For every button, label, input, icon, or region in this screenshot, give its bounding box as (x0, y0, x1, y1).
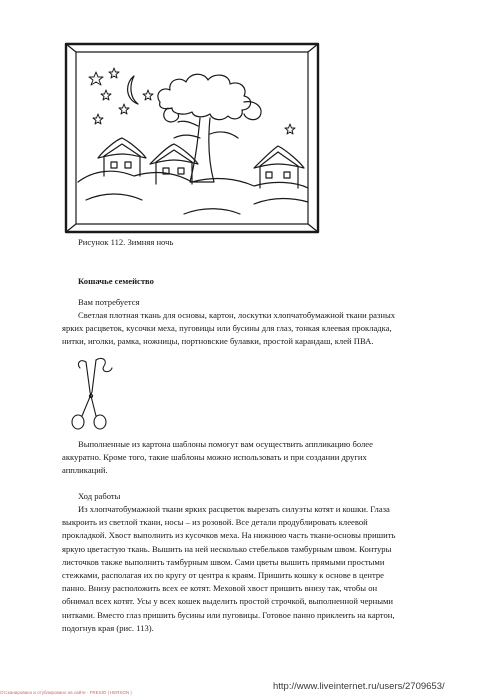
paragraph-line: подогнув края (рис. 113). (62, 622, 154, 633)
winter-night-illustration (64, 42, 320, 234)
needs-paragraph (62, 309, 395, 349)
paragraph-line: прокладкой. Хвост выполнить из кусочков меха. На нижнюю часть ткани-основы пришить (62, 530, 396, 541)
paragraph-line: обнимал всех котят. Усы у всех кошек выделить простой строчкой, выполненной черными (62, 596, 394, 607)
footer-watermark: Отсканировано и отублировано на сайте · FRESIO | HERSON | (0, 690, 132, 695)
section-heading: Кошачье семейство (78, 276, 154, 286)
work-paragraph (62, 503, 395, 635)
paragraph-line: аккуратно. Кроме того, такие шаблоны можно использовать и при создании других (62, 452, 367, 463)
paragraph-line: нитками. Вместо глаз пришить бусины или пуговицы. Готовое панно приклеить на картон, (62, 609, 395, 620)
paragraph-line: нитки, иголки, рамка, ножницы, портновские булавки, простой карандаш, клей ПВА. (62, 336, 374, 347)
needs-title: Вам потребуется (78, 297, 140, 307)
work-title: Ход работы (78, 491, 121, 501)
paragraph-line: стежками, располагая их по кругу от центра к краям. Пришить кошку к основе в центре (62, 570, 384, 581)
footer-url: http://www.liveinternet.ru/users/2709653/ (273, 681, 445, 692)
paragraph-line: аппликаций. (62, 465, 108, 476)
paragraph-line: Из хлопчатобумажной ткани ярких расцветок вырезать силуэты котят и кошки. Глаза (78, 504, 390, 514)
paragraph-line: листочков также выполнить тамбурным швом. Сами цветы вышить прямыми простыми (62, 556, 385, 567)
paragraph-line: панно. Внизу расположить всех ее котят. Меховой хвост пришить внизу так, чтобы он (62, 583, 378, 594)
paragraph-line: выкроить из светлой ткани, носы – из розовой. Все детали продублировать клеевой (62, 517, 368, 528)
paragraph-line: Выполненные из картона шаблоны помогут вам осуществить аппликацию более (78, 439, 373, 449)
figure-caption: Рисунок 112. Зимняя ночь (78, 237, 174, 247)
paragraph-line: яркую цветастую ткань. Вышить на ней несколько стебельков тамбурным швом. Контуры (62, 543, 392, 554)
paragraph-line: ярких расцветок, кусочки меха, пуговицы или бусины для глаз, тонкая клеевая прокладка, (62, 323, 392, 334)
scissors-icon (66, 352, 116, 434)
paragraph-line: Светлая плотная ткань для основы, картон, лоскутки хлопчатобумажной ткани разных (78, 310, 396, 320)
templates-paragraph (62, 438, 373, 478)
